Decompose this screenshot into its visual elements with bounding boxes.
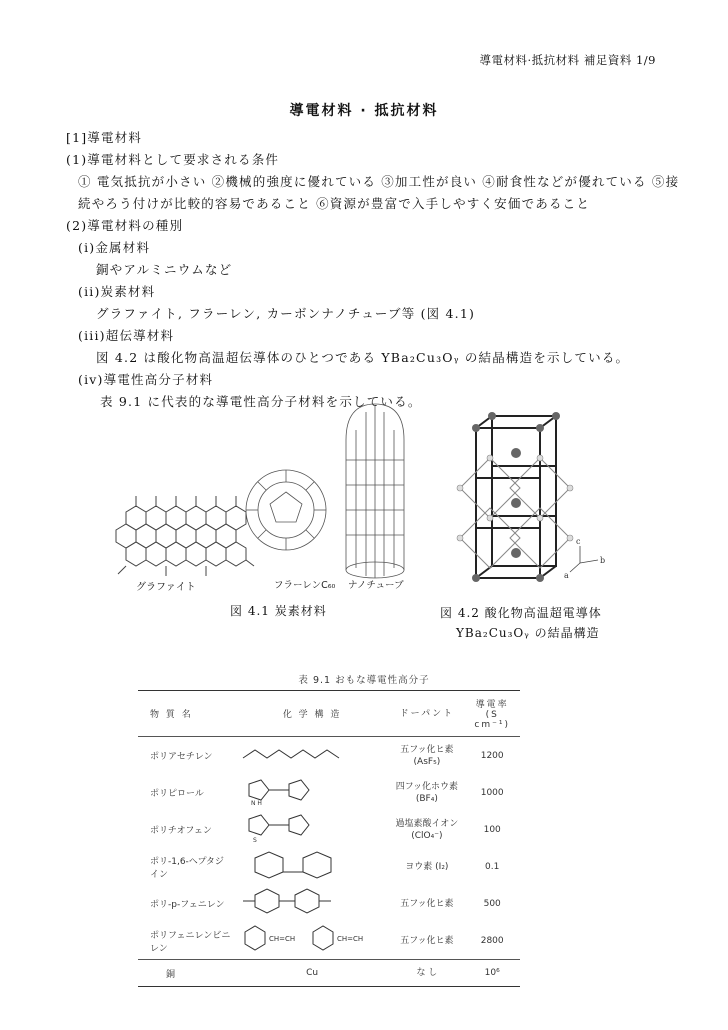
ch-label-2: CH=CH [336,935,364,943]
graphite-label: グラファイト [136,582,196,593]
requirements-line-1: ① 電気抵抗が小さい ②機械的強度に優れている ③加工性が良い ④耐食性などが優れている ⑤接 [78,174,680,189]
conductivity: 1200 [480,750,504,761]
figure-4-2-caption-line-2: YBa₂Cu₃Oᵧ の結晶構造 [456,626,600,640]
figure-4-2-caption-line-1: 図 4.2 酸化物高温超電導体 [440,606,602,620]
dopant: ヨウ素 (I₂) [405,861,449,872]
table-row [138,885,520,922]
axis-indicator [570,546,598,572]
axis-a-label: a [564,571,569,580]
structure-polypyrrole [235,774,390,811]
table-row [138,922,520,960]
structure-polyacetylene [235,737,390,775]
structure-cu: Cu [235,960,390,987]
dopant: 五フッ化ヒ素 [400,898,454,909]
structure-polyheptadiyne [235,848,390,885]
metal-body: 銅やアルミニウムなど [96,262,233,277]
section-requirements-heading: (1)導電材料として要求される条件 [66,152,280,167]
conductivity: 10⁶ [464,960,520,987]
conductivity: 1000 [480,787,504,798]
structure-polyphenylenevinylene [235,922,390,960]
carbon-heading: (ii)炭素材料 [78,284,156,299]
superconductor-formula: YBa₂Cu₃Oᵧ [381,350,460,365]
polymer-name: ポリアセチレン [150,752,213,762]
section-1-heading: [1]導電材料 [66,130,143,145]
ch-label: CH=CH [268,935,296,943]
figure-4-1-caption: 図 4.1 炭素材料 [230,604,327,618]
conductivity: 2800 [480,935,504,946]
carbon-materials-figure [96,400,426,600]
axis-c-label: c [576,537,581,546]
conductivity: 500 [483,898,501,909]
table-header-conductivity: 導電率 (S cm⁻¹) [464,691,520,737]
superconductor-heading: (iii)超伝導材料 [78,328,175,343]
polymer-name: ポリチオフェン [150,826,212,836]
dopant: 過塩素酸イオン (ClO₄⁻) [395,818,459,841]
superconductor-body-pre: 図 4.2 は酸化物高温超伝導体のひとつである [96,350,382,365]
axis-b-label: b [600,556,606,565]
table-header-name: 物 質 名 [138,691,235,737]
conductivity: 0.1 [485,861,500,872]
superconductor-body [96,348,629,366]
polymer-body: 表 9.1 に代表的な導電性高分子材料を示している。 [100,394,422,409]
superconductor-body-post: の結晶構造を示している。 [459,350,630,365]
table-row [138,848,520,885]
table-row [138,811,520,848]
conductive-polymer-table [138,690,520,987]
page-title: 導電材料 · 抵抗材料 [289,103,439,119]
table-caption: 表 9.1 おもな導電性高分子 [298,675,430,686]
table-header-dopant: ドーパント [389,691,464,737]
polymer-name: 銅 [138,960,235,987]
structure-polythiophene [235,811,390,848]
polymer-name: ポリ-1,6-ヘプタジイン [150,856,224,880]
requirements-line-2: 続やろう付けが比較的容易であること ⑥資源が豊富で入手しやすく安価であること [78,196,591,211]
nanotube-illustration [346,404,404,578]
fullerene-label: フラーレンC₆₀ [274,580,336,591]
graphite-illustration [116,496,254,576]
structure-polyphenylene [235,885,390,922]
carbon-body: グラファイト, フラーレン, カーボンナノチューブ等 (図 4.1) [96,306,476,321]
polymer-name: ポリフェニレンビニレン [150,930,231,954]
polymer-name: ポリピロール [150,789,204,799]
polymer-name: ポリ-p-フェニレン [150,900,225,910]
table-row [138,960,520,987]
metal-heading: (i)金属材料 [78,240,151,255]
table-header-structure: 化 学 構 造 [235,691,390,737]
table-row [138,774,520,811]
nh-label: N H [250,800,262,806]
table-row [138,737,520,775]
dopant: 五フッ化ヒ素 [400,935,454,946]
crystal-structure-figure [440,398,610,594]
dopant: な し [389,960,464,987]
page-header: 導電材料·抵抗材料 補足資料 1/9 [479,53,656,67]
table-header-row [138,691,520,737]
section-types-heading: (2)導電材料の種別 [66,218,184,233]
fullerene-illustration [246,470,326,550]
dopant: 五フッ化ヒ素 (AsF₅) [400,744,454,767]
conductivity: 100 [483,824,501,835]
polymer-heading: (iv)導電性高分子材料 [78,372,214,387]
s-label: S [252,837,257,843]
dopant: 四フッ化ホウ素 (BF₄) [395,781,459,804]
nanotube-label: ナノチューブ [348,580,404,591]
